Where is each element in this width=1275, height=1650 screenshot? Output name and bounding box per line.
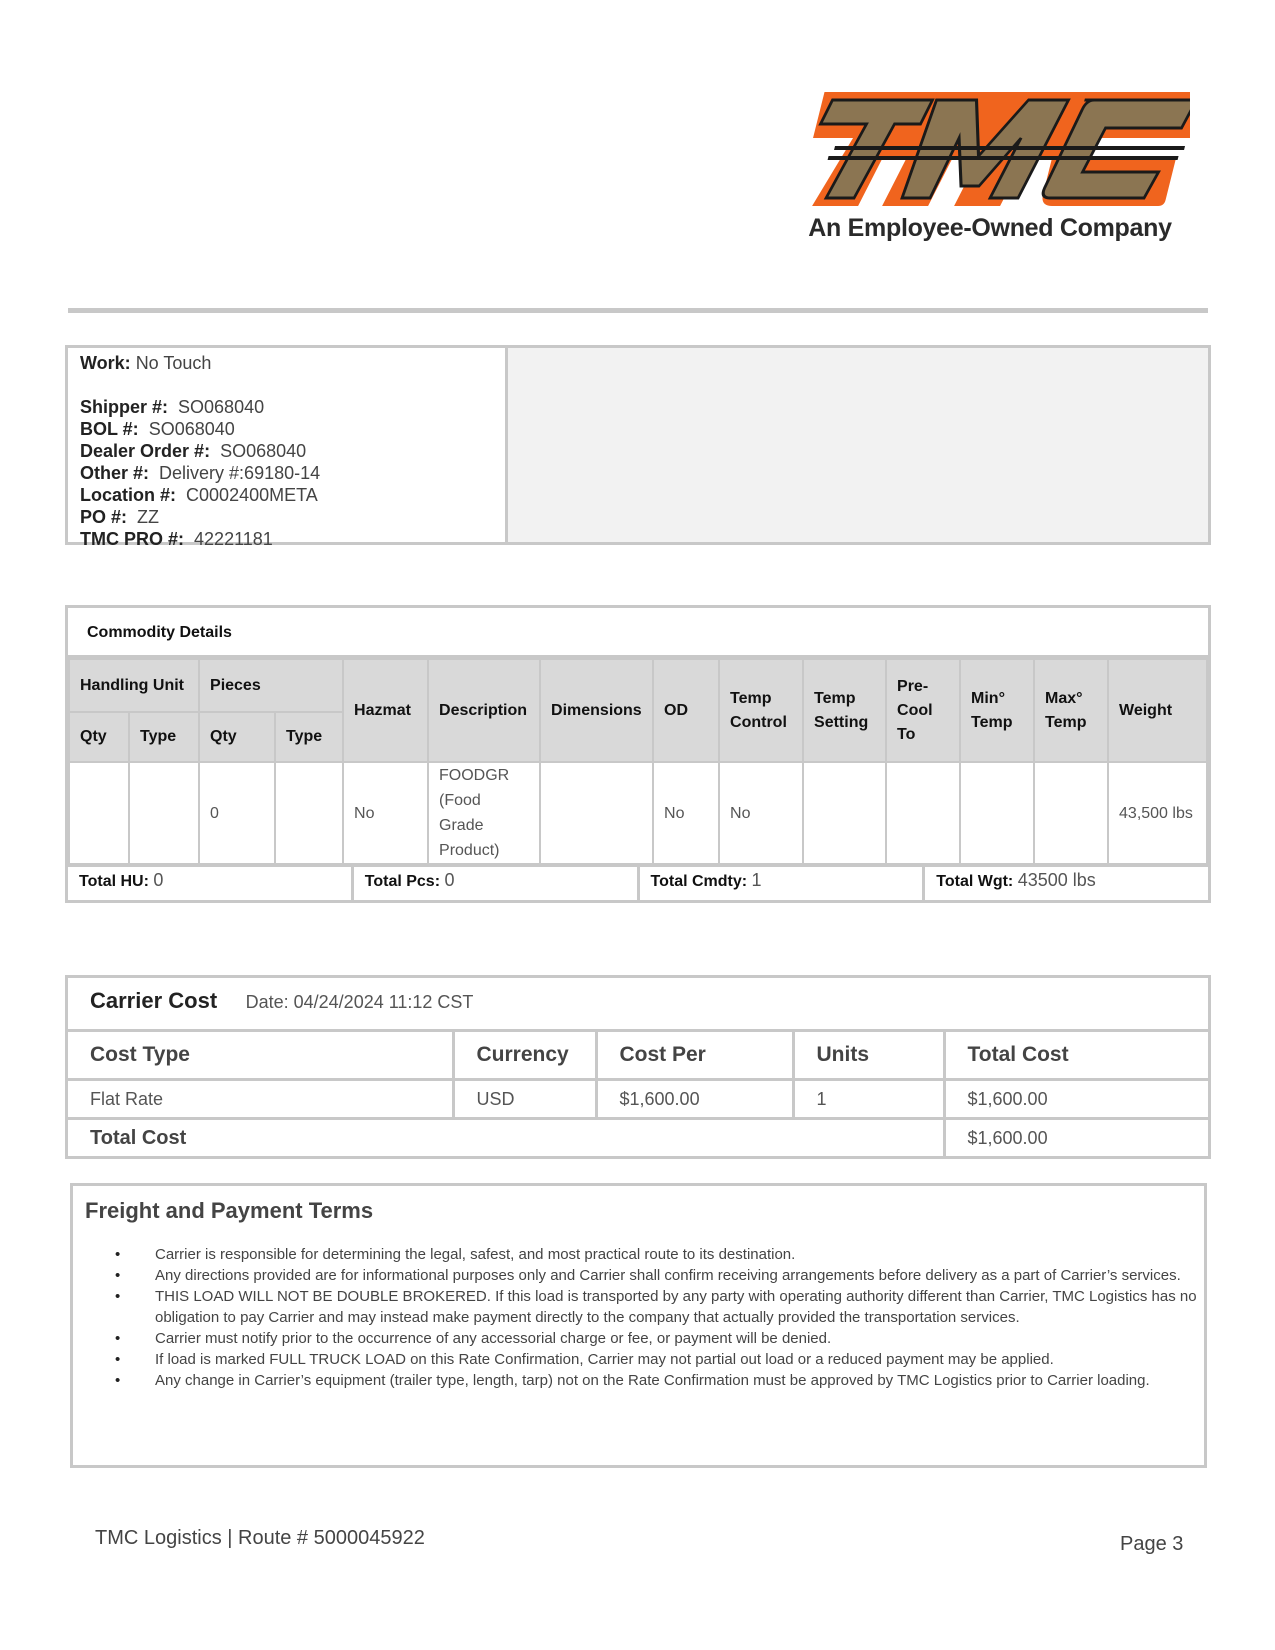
shipper-line <box>80 396 505 418</box>
header-dimensions: Dimensions <box>540 659 653 762</box>
header-pre-cool: Pre-Cool To <box>886 659 960 762</box>
list-item: • Any change in Carrier’s equipment (trailer type, length, tarp) not on the Rate Confirmation must be approved by TMC Logistics prior to Carrier loading. <box>155 1370 1200 1391</box>
header-cost-type: Cost Type <box>68 1032 453 1080</box>
total-hu-label: Total HU: <box>79 873 149 890</box>
location-value: C0002400META <box>186 485 318 505</box>
cell-cost-type: Flat Rate <box>68 1080 453 1119</box>
dealer-order-label: Dealer Order #: <box>80 441 211 461</box>
list-item: • Carrier is responsible for determining the legal, safest, and most practical route to its destination. <box>155 1244 1200 1265</box>
cell-hu-type <box>129 762 199 864</box>
cell-temp-setting <box>803 762 886 864</box>
carrier-cost-date: Date: 04/24/2024 11:12 CST <box>245 992 474 1012</box>
pro-label: TMC PRO #: <box>80 529 185 549</box>
table-row <box>69 762 1207 864</box>
commodity-details <box>65 605 1211 903</box>
po-value: ZZ <box>137 507 160 527</box>
bol-value: SO068040 <box>148 419 235 439</box>
header-min-temp: Min° Temp <box>960 659 1034 762</box>
total-row <box>68 1119 1208 1157</box>
cell-temp-control: No <box>719 762 803 864</box>
header-hazmat: Hazmat <box>343 659 428 762</box>
bol-label: BOL #: <box>80 419 139 439</box>
header-od: OD <box>653 659 719 762</box>
cell-weight: 43,500 lbs <box>1108 762 1207 864</box>
pro-value: 42221181 <box>194 529 273 549</box>
total-hu-value: 0 <box>153 870 164 890</box>
total-cost-label: Total Cost <box>68 1119 944 1157</box>
cell-units: 1 <box>793 1080 944 1119</box>
info-blank-panel <box>508 348 1208 542</box>
carrier-cost-title: Carrier Cost <box>90 988 218 1013</box>
header-pieces: Pieces <box>199 659 343 712</box>
header-units: Units <box>793 1032 944 1080</box>
freight-payment-terms <box>70 1183 1207 1468</box>
header-handling-unit: Handling Unit <box>69 659 199 712</box>
header-temp-control: Temp Control <box>719 659 803 762</box>
list-item: • THIS LOAD WILL NOT BE DOUBLE BROKERED. If this load is transported by any party with operating authority different than Carrier, TMC Logistics has no obligation to pay Carrier and may instead make payment directly to the company that actually provided the transportation services. <box>155 1286 1200 1328</box>
header-max-temp: Max° Temp <box>1034 659 1108 762</box>
shipper-value: SO068040 <box>178 397 265 417</box>
commodity-table <box>68 658 1208 865</box>
total-cmdty-value: 1 <box>751 870 762 890</box>
total-wgt-value: 43500 lbs <box>1017 870 1096 890</box>
po-line <box>80 506 505 528</box>
other-line <box>80 462 505 484</box>
cell-pc-type <box>275 762 343 864</box>
tmc-logo-mark <box>790 86 1190 214</box>
cell-pre-cool <box>886 762 960 864</box>
total-hu <box>68 867 354 900</box>
cell-od: No <box>653 762 719 864</box>
carrier-cost <box>65 975 1211 1159</box>
work-value: No Touch <box>135 353 212 373</box>
location-line <box>80 484 505 506</box>
cell-hazmat: No <box>343 762 428 864</box>
header-currency: Currency <box>453 1032 596 1080</box>
cell-min-temp <box>960 762 1034 864</box>
dealer-order-line <box>80 440 505 462</box>
list-item: • Any directions provided are for informational purposes only and Carrier shall confirm receiving arrangements before delivery as a part of Carrier’s services. <box>155 1265 1200 1286</box>
cell-currency: USD <box>453 1080 596 1119</box>
location-label: Location #: <box>80 485 177 505</box>
po-label: PO #: <box>80 507 128 527</box>
header-pc-qty: Qty <box>199 712 275 762</box>
other-label: Other #: <box>80 463 150 483</box>
carrier-cost-table <box>68 1032 1208 1156</box>
total-cmdty-label: Total Cmdty: <box>650 873 748 890</box>
work-label: Work: <box>80 353 131 373</box>
shipment-info-box <box>65 345 1211 549</box>
total-pcs <box>354 867 640 900</box>
header-total-cost: Total Cost <box>944 1032 1208 1080</box>
total-pcs-value: 0 <box>444 870 455 890</box>
total-cmdty <box>640 867 926 900</box>
header-pc-type: Type <box>275 712 343 762</box>
cell-dimensions <box>540 762 653 864</box>
work-line <box>80 352 505 374</box>
terms-title: Freight and Payment Terms <box>85 1198 374 1223</box>
cell-total-cost: $1,600.00 <box>944 1080 1208 1119</box>
shipper-label: Shipper #: <box>80 397 169 417</box>
company-logo <box>790 86 1190 256</box>
header-weight: Weight <box>1108 659 1207 762</box>
header-hu-qty: Qty <box>69 712 129 762</box>
other-value: Delivery #:69180-14 <box>159 463 321 483</box>
cell-pc-qty: 0 <box>199 762 275 864</box>
company-tagline: An Employee-Owned Company <box>808 214 1172 242</box>
terms-list <box>85 1244 1200 1391</box>
shipment-references <box>68 348 508 549</box>
total-wgt <box>925 867 1208 900</box>
total-wgt-label: Total Wgt: <box>936 873 1014 890</box>
total-cost-value: $1,600.00 <box>944 1119 1208 1157</box>
cell-hu-qty <box>69 762 129 864</box>
dealer-order-value: SO068040 <box>220 441 307 461</box>
header-cost-per: Cost Per <box>596 1032 793 1080</box>
cell-description: FOODGR (Food Grade Product) <box>428 762 540 864</box>
page-number: Page 3 <box>1120 1533 1184 1555</box>
commodity-totals <box>68 865 1208 900</box>
pro-line <box>80 528 505 550</box>
list-item: • Carrier must notify prior to the occurrence of any accessorial charge or fee, or payment will be denied. <box>155 1328 1200 1349</box>
footer-route: TMC Logistics | Route # 5000045922 <box>95 1527 425 1549</box>
table-row <box>68 1080 1208 1119</box>
cell-cost-per: $1,600.00 <box>596 1080 793 1119</box>
total-pcs-label: Total Pcs: <box>364 873 441 890</box>
header-divider <box>68 308 1208 313</box>
carrier-cost-header <box>68 978 1208 1032</box>
header-hu-type: Type <box>129 712 199 762</box>
bol-line <box>80 418 505 440</box>
list-item: • If load is marked FULL TRUCK LOAD on this Rate Confirmation, Carrier may not partial out load or a reduced payment may be applied. <box>155 1349 1200 1370</box>
commodity-title: Commodity Details <box>68 608 1208 658</box>
header-description: Description <box>428 659 540 762</box>
header-temp-setting: Temp Setting <box>803 659 886 762</box>
cell-max-temp <box>1034 762 1108 864</box>
